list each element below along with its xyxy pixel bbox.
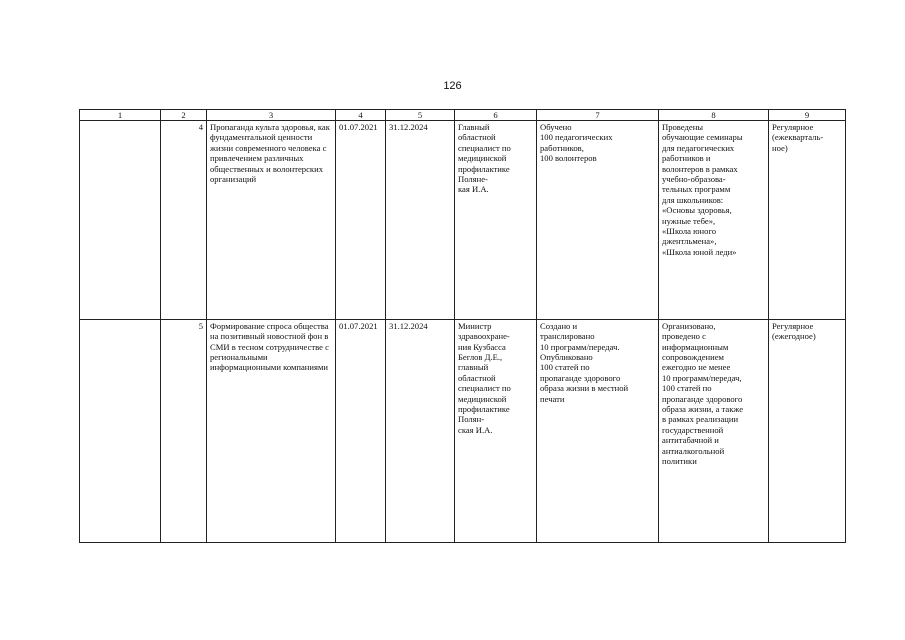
table-row: [80, 319, 846, 542]
table-row: [80, 121, 846, 320]
row-section-cell: [80, 121, 161, 320]
end-date-cell: 31.12.2024: [386, 121, 455, 320]
header-cell-7: 7: [537, 110, 659, 121]
outcome-cell: Организовано, проведено с информационным сопровождением ежегодно не менее 10 программ/передач, 100 статей по пропаганде здорового образа жизни, а также в рамках реализации государственной антитабачной и антиалкогольной политики: [659, 319, 769, 542]
measure-cell: Формирование спроса общества на позитивный новостной фон в СМИ в тесном сотрудничестве с региональными информационными компаниями: [207, 319, 336, 542]
header-row: [80, 110, 846, 121]
periodicity-cell: Регулярное (ежегодное): [769, 319, 846, 542]
row-section-cell: [80, 319, 161, 542]
result-cell: Создано и транслировано 10 программ/передач. Опубликовано 100 статей по пропаганде здорового образа жизни в местной печати: [537, 319, 659, 542]
header-cell-4: 4: [336, 110, 386, 121]
outcome-cell: Проведены обучающие семинары для педагогических работников и волонтеров в рамках учебно-образова- тельных программ для школьников: «Основы здоровья, нужные тебе», «Школа юного джентльмена», «Школа юной леди»: [659, 121, 769, 320]
header-cell-3: 3: [207, 110, 336, 121]
header-cell-6: 6: [455, 110, 537, 121]
header-cell-9: 9: [769, 110, 846, 121]
row-number: 5: [161, 319, 207, 542]
responsible-cell: Министр здравоохране- ния Кузбасса Беглов Д.Е., главный областной специалист по медицинской профилактике Полян- ская И.А.: [455, 319, 537, 542]
start-date-cell: 01.07.2021: [336, 121, 386, 320]
page-number: 126: [443, 80, 462, 92]
responsible-cell: Главный областной специалист по медицинской профилактике Поляне- кая И.А.: [455, 121, 537, 320]
header-cell-2: 2: [161, 110, 207, 121]
header-cell-8: 8: [659, 110, 769, 121]
end-date-cell: 31.12.2024: [386, 319, 455, 542]
measure-cell: Пропаганда культа здоровья, как фундаментальной ценности жизни современного человека с привлечением различных общественных и волонтерских организаций: [207, 121, 336, 320]
header-cell-5: 5: [386, 110, 455, 121]
start-date-cell: 01.07.2021: [336, 319, 386, 542]
measures-table: [79, 109, 846, 543]
header-cell-1: 1: [80, 110, 161, 121]
result-cell: Обучено 100 педагогических работников, 100 волонтеров: [537, 121, 659, 320]
periodicity-cell: Регулярное (ежекварталь- ное): [769, 121, 846, 320]
row-number: 4: [161, 121, 207, 320]
